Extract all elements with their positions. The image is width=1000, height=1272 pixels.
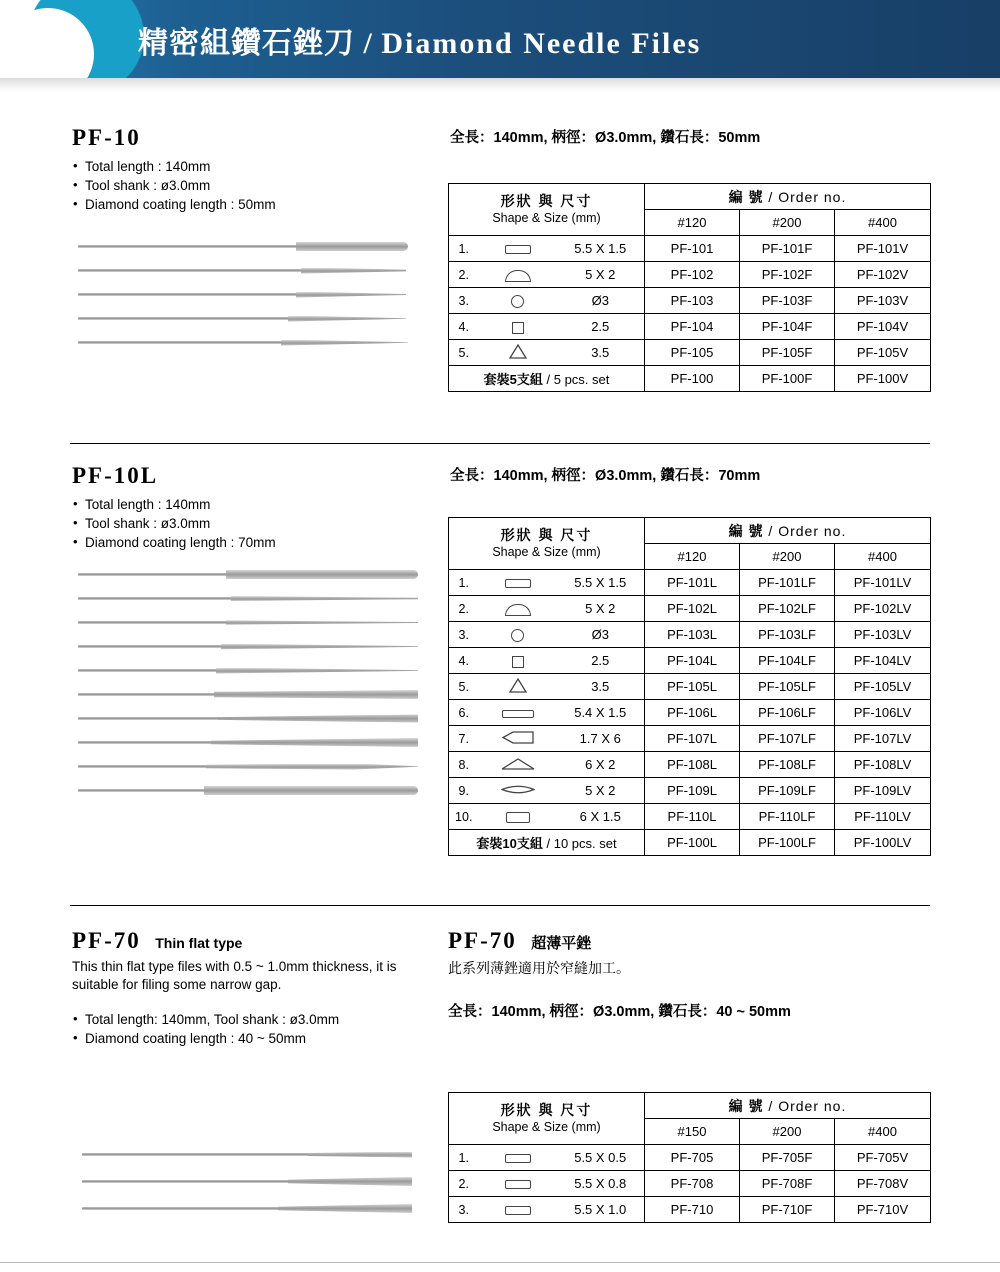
model-subtitle-pf70-en: Thin flat type (155, 935, 243, 951)
table-row (449, 752, 931, 778)
spec-list-pf10l (72, 495, 432, 552)
section-pf10-info (72, 125, 432, 214)
section-pf10-spec (450, 126, 940, 147)
order-code: PF-103 (645, 288, 740, 314)
order-code: PF-105LV (835, 674, 931, 700)
row-index: 3. (449, 1197, 479, 1223)
table-row (449, 288, 931, 314)
row-size: 6 X 1.5 (557, 804, 645, 830)
table-row (449, 262, 931, 288)
order-code: PF-708 (645, 1171, 740, 1197)
table-row (449, 622, 931, 648)
list-item: • Total length: 140mm, Tool shank : ø3.0mm (72, 1010, 432, 1029)
order-code: PF-705V (835, 1145, 931, 1171)
order-table-pf70 (448, 1092, 931, 1223)
order-code: PF-106LF (740, 700, 835, 726)
order-table-pf10l-wrapper (448, 517, 931, 856)
order-code: PF-705F (740, 1145, 835, 1171)
set-label-sep: / (546, 372, 551, 387)
order-code: PF-710 (645, 1197, 740, 1223)
order-code: PF-100V (835, 366, 931, 392)
order-no-header-cn: 編 號 (728, 1097, 764, 1114)
product-image-pf10 (78, 240, 418, 370)
shape-icon (479, 804, 557, 830)
row-index: 7. (449, 726, 479, 752)
order-code: PF-107L (645, 726, 740, 752)
order-code: PF-108L (645, 752, 740, 778)
model-title-pf10l: PF-10L (72, 463, 159, 488)
list-item: • Tool shank : ø3.0mm (72, 514, 432, 533)
list-item: • Diamond coating length : 40 ~ 50mm (72, 1029, 432, 1048)
table-row (449, 1197, 931, 1223)
set-label-cn: 套裝10支組 (476, 836, 543, 851)
shape-icon (479, 622, 557, 648)
order-table-pf10-wrapper (448, 183, 931, 392)
order-no-header (645, 1093, 931, 1119)
order-code: PF-101L (645, 570, 740, 596)
order-no-header (645, 518, 931, 544)
order-code: PF-103LV (835, 622, 931, 648)
order-code: PF-103F (740, 288, 835, 314)
order-code: PF-109L (645, 778, 740, 804)
shape-size-header (449, 1093, 645, 1145)
order-code: PF-110LF (740, 804, 835, 830)
page-title (138, 18, 701, 62)
order-code: PF-101 (645, 236, 740, 262)
order-no-header-en: Order no. (778, 188, 847, 205)
grade-header: #400 (835, 1119, 931, 1145)
page-header (0, 0, 1000, 92)
order-code: PF-708V (835, 1171, 931, 1197)
table-header-row (449, 1093, 931, 1119)
row-index: 1. (449, 236, 479, 262)
set-label (449, 830, 645, 856)
row-size: 2.5 (557, 648, 645, 674)
grade-header: #150 (645, 1119, 740, 1145)
order-code: PF-101F (740, 236, 835, 262)
row-index: 10. (449, 804, 479, 830)
order-code: PF-101V (835, 236, 931, 262)
order-code: PF-103L (645, 622, 740, 648)
section-pf70-cn (448, 928, 948, 1021)
table-row (449, 1171, 931, 1197)
row-size: 5 X 2 (557, 596, 645, 622)
row-size: 5 X 2 (557, 778, 645, 804)
row-size: 5.4 X 1.5 (557, 700, 645, 726)
order-no-header-cn: 編 號 (728, 188, 764, 205)
table-row (449, 726, 931, 752)
order-code: PF-108LF (740, 752, 835, 778)
grade-header: #400 (835, 210, 931, 236)
shape-icon (479, 648, 557, 674)
table-row (449, 778, 931, 804)
row-size: 5.5 X 1.0 (557, 1197, 645, 1223)
order-code: PF-109LF (740, 778, 835, 804)
grade-header: #200 (740, 544, 835, 570)
order-code: PF-710F (740, 1197, 835, 1223)
page-title-separator: / (363, 27, 373, 60)
page-title-en: Diamond Needle Files (381, 27, 702, 60)
section-divider (70, 905, 930, 906)
order-code: PF-106LV (835, 700, 931, 726)
model-title-pf10: PF-10 (72, 125, 141, 150)
order-code: PF-102L (645, 596, 740, 622)
shape-icon (479, 1197, 557, 1223)
table-row (449, 804, 931, 830)
shape-icon (479, 674, 557, 700)
shape-size-header-en: Shape & Size (mm) (492, 1119, 601, 1134)
order-code: PF-105LF (740, 674, 835, 700)
order-code: PF-104LF (740, 648, 835, 674)
row-size: 5.5 X 0.8 (557, 1171, 645, 1197)
order-code: PF-100F (740, 366, 835, 392)
page-title-cn: 精密組鑽石銼刀 (138, 27, 355, 60)
model-title-pf70-cn: PF-70 (448, 928, 517, 953)
row-index: 4. (449, 648, 479, 674)
order-code: PF-102LV (835, 596, 931, 622)
order-code: PF-102F (740, 262, 835, 288)
row-size: 3.5 (557, 674, 645, 700)
row-index: 2. (449, 596, 479, 622)
row-size: 5.5 X 1.5 (557, 570, 645, 596)
spec-line-pf10: 全長：140mm, 柄徑：Ø3.0mm, 鑽石長：50mm (450, 130, 761, 146)
shape-size-header-cn: 形狀 與 尺寸 (500, 192, 593, 209)
table-row (449, 340, 931, 366)
order-code: PF-105 (645, 340, 740, 366)
section-divider (70, 443, 930, 444)
table-row (449, 648, 931, 674)
row-index: 2. (449, 262, 479, 288)
shape-icon (479, 288, 557, 314)
row-size: 5 X 2 (557, 262, 645, 288)
row-size: Ø3 (557, 288, 645, 314)
row-index: 5. (449, 340, 479, 366)
set-label-en: 10 pcs. set (553, 836, 617, 851)
spec-line-pf70: 全長：140mm, 柄徑：Ø3.0mm, 鑽石長：40 ~ 50mm (448, 1004, 791, 1020)
list-item: • Total length : 140mm (72, 495, 432, 514)
spec-list-pf70 (72, 1010, 432, 1048)
order-code: PF-104V (835, 314, 931, 340)
order-code: PF-105L (645, 674, 740, 700)
shape-size-header-cn: 形狀 與 尺寸 (500, 526, 593, 543)
shape-size-header (449, 184, 645, 236)
row-index: 6. (449, 700, 479, 726)
list-item: • Total length : 140mm (72, 157, 432, 176)
order-code: PF-708F (740, 1171, 835, 1197)
row-size: 5.5 X 1.5 (557, 236, 645, 262)
order-table-pf70-wrapper (448, 1092, 931, 1223)
shape-icon (479, 236, 557, 262)
shape-icon (479, 1145, 557, 1171)
spec-line-pf10l: 全長：140mm, 柄徑：Ø3.0mm, 鑽石長：70mm (450, 468, 761, 484)
row-index: 9. (449, 778, 479, 804)
shape-size-header-en: Shape & Size (mm) (492, 210, 601, 225)
order-code: PF-102V (835, 262, 931, 288)
row-size: 2.5 (557, 314, 645, 340)
list-item: • Diamond coating length : 50mm (72, 195, 432, 214)
grade-header: #400 (835, 544, 931, 570)
order-no-header-sep: / (768, 522, 774, 539)
order-code: PF-101LV (835, 570, 931, 596)
order-code: PF-100L (645, 830, 740, 856)
table-row (449, 1145, 931, 1171)
shape-icon (479, 340, 557, 366)
section-pf70-info (72, 928, 432, 1048)
order-code: PF-103V (835, 288, 931, 314)
section-pf10l-info (72, 463, 432, 552)
list-item: • Tool shank : ø3.0mm (72, 176, 432, 195)
order-no-header-en: Order no. (778, 1097, 847, 1114)
list-item: • Diamond coating length : 70mm (72, 533, 432, 552)
description-pf70-cn: 此系列薄銼適用於窄縫加工。 (448, 960, 630, 976)
grade-header: #120 (645, 544, 740, 570)
order-code: PF-100 (645, 366, 740, 392)
order-code: PF-100LV (835, 830, 931, 856)
order-code: PF-110L (645, 804, 740, 830)
spec-list-pf10 (72, 157, 432, 214)
shape-icon (479, 778, 557, 804)
order-code: PF-109LV (835, 778, 931, 804)
header-bottom-gradient (0, 78, 1000, 92)
order-no-header-sep: / (768, 188, 774, 205)
row-index: 2. (449, 1171, 479, 1197)
shape-icon (479, 314, 557, 340)
row-index: 8. (449, 752, 479, 778)
row-index: 3. (449, 288, 479, 314)
row-index: 3. (449, 622, 479, 648)
set-label-sep: / (546, 836, 551, 851)
order-code: PF-102LF (740, 596, 835, 622)
order-code: PF-710V (835, 1197, 931, 1223)
row-size: 6 X 2 (557, 752, 645, 778)
order-code: PF-104 (645, 314, 740, 340)
table-row (449, 314, 931, 340)
shape-icon (479, 752, 557, 778)
row-index: 1. (449, 1145, 479, 1171)
set-label-cn: 套裝5支組 (483, 372, 543, 387)
row-index: 1. (449, 570, 479, 596)
shape-size-header-en: Shape & Size (mm) (492, 544, 601, 559)
order-no-header-cn: 編 號 (728, 522, 764, 539)
model-subtitle-pf70-cn: 超薄平銼 (531, 935, 592, 952)
row-index: 4. (449, 314, 479, 340)
grade-header: #200 (740, 1119, 835, 1145)
table-header-row (449, 184, 931, 210)
model-title-pf70: PF-70 (72, 928, 141, 953)
grade-header: #120 (645, 210, 740, 236)
order-code: PF-105F (740, 340, 835, 366)
row-size: Ø3 (557, 622, 645, 648)
order-code: PF-107LF (740, 726, 835, 752)
order-table-pf10 (448, 183, 931, 392)
product-image-pf10l (78, 568, 428, 858)
description-pf70-en: This thin flat type files with 0.5 ~ 1.0mm thickness, it is suitable for filing some narrow gap. (72, 959, 397, 992)
table-row (449, 700, 931, 726)
table-row (449, 596, 931, 622)
order-code: PF-100LF (740, 830, 835, 856)
order-code: PF-102 (645, 262, 740, 288)
page-footer-divider (0, 1262, 1000, 1263)
shape-size-header (449, 518, 645, 570)
shape-icon (479, 1171, 557, 1197)
order-table-pf10l (448, 517, 931, 856)
table-row (449, 570, 931, 596)
table-header-row (449, 518, 931, 544)
product-image-pf70 (82, 1148, 412, 1233)
row-size: 5.5 X 0.5 (557, 1145, 645, 1171)
order-code: PF-104L (645, 648, 740, 674)
table-row (449, 674, 931, 700)
shape-icon (479, 570, 557, 596)
shape-icon (479, 726, 557, 752)
order-code: PF-101LF (740, 570, 835, 596)
grade-header: #200 (740, 210, 835, 236)
order-code: PF-705 (645, 1145, 740, 1171)
table-row (449, 236, 931, 262)
row-size: 1.7 X 6 (557, 726, 645, 752)
row-size: 3.5 (557, 340, 645, 366)
table-set-row (449, 366, 931, 392)
order-code: PF-103LF (740, 622, 835, 648)
shape-size-header-cn: 形狀 與 尺寸 (500, 1101, 593, 1118)
order-no-header-en: Order no. (778, 522, 847, 539)
shape-icon (479, 700, 557, 726)
row-index: 5. (449, 674, 479, 700)
set-label-en: 5 pcs. set (553, 372, 610, 387)
order-code: PF-108LV (835, 752, 931, 778)
order-code: PF-104LV (835, 648, 931, 674)
section-pf10l-spec (450, 464, 940, 485)
order-no-header (645, 184, 931, 210)
shape-icon (479, 596, 557, 622)
shape-icon (479, 262, 557, 288)
order-code: PF-106L (645, 700, 740, 726)
order-code: PF-110LV (835, 804, 931, 830)
set-label (449, 366, 645, 392)
order-code: PF-107LV (835, 726, 931, 752)
order-code: PF-104F (740, 314, 835, 340)
order-code: PF-105V (835, 340, 931, 366)
table-set-row (449, 830, 931, 856)
order-no-header-sep: / (768, 1097, 774, 1114)
